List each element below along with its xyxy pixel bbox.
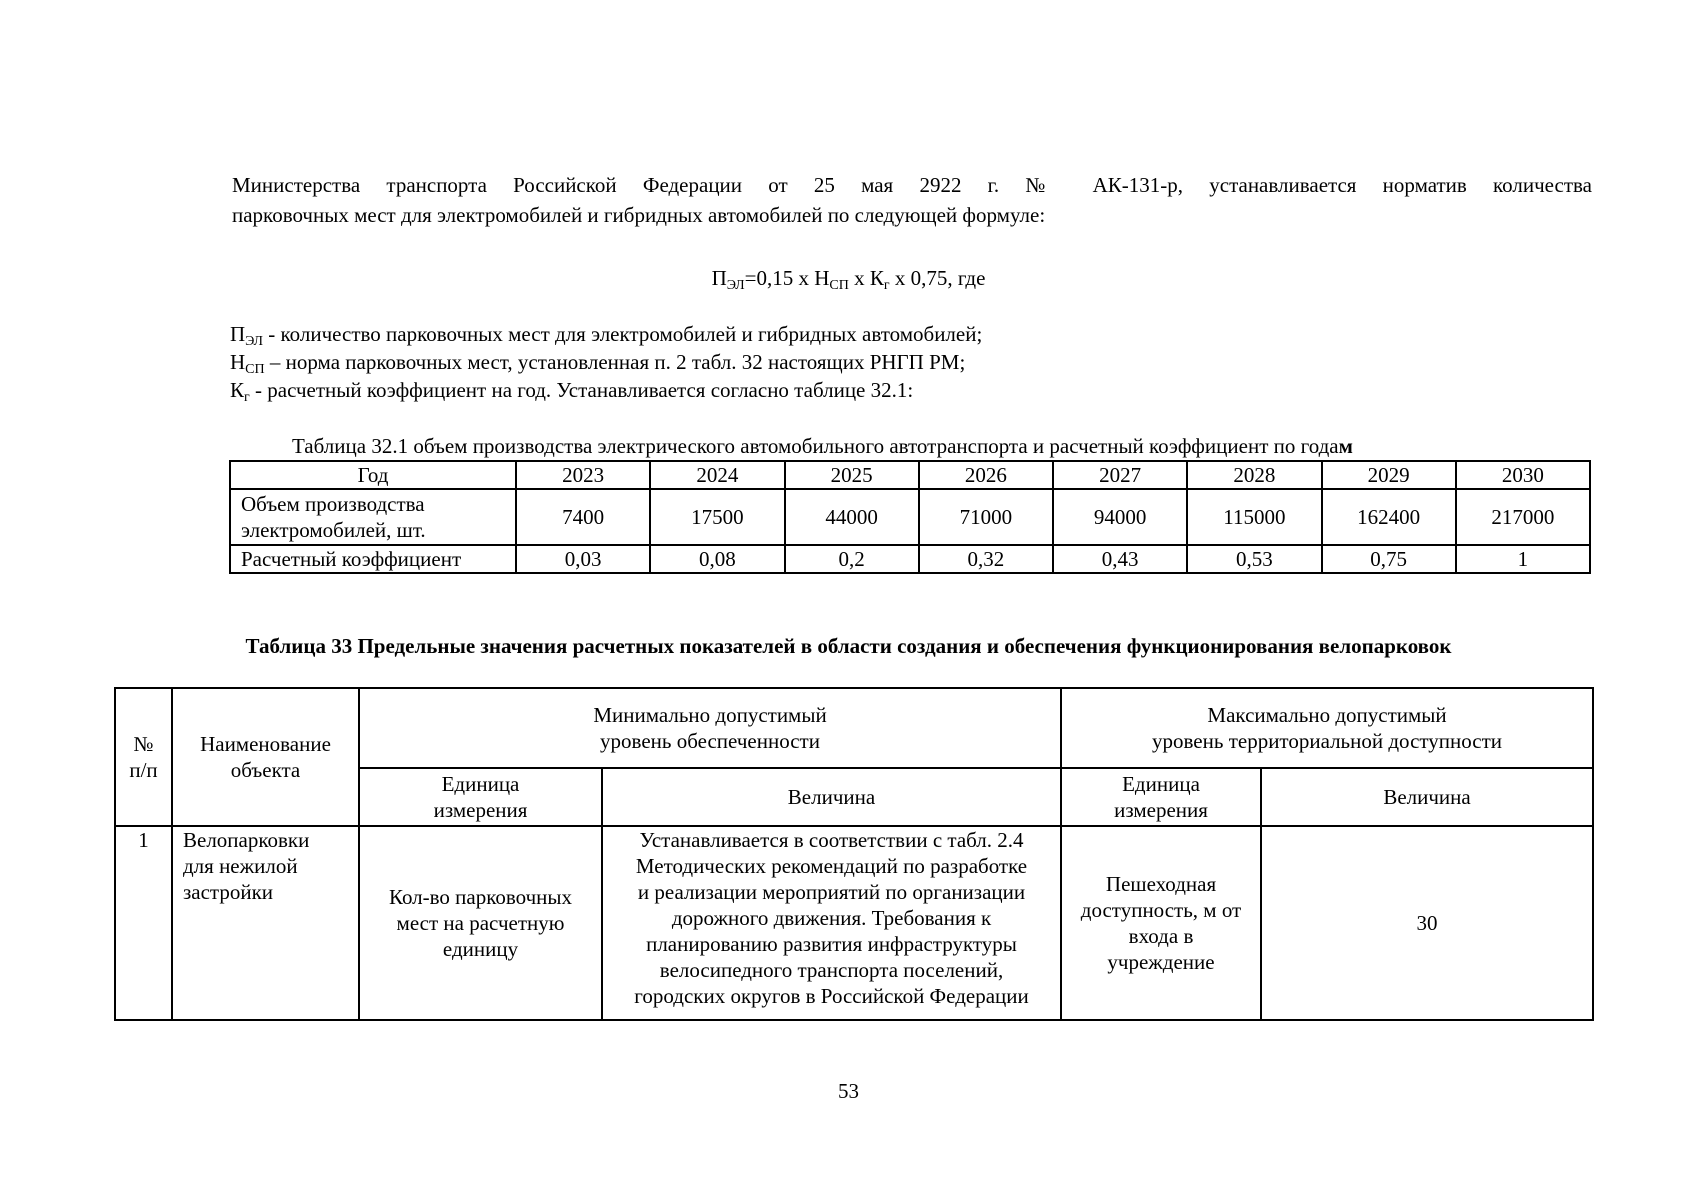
coef-cell: 1 (1456, 545, 1590, 573)
volume-cell: 71000 (919, 489, 1053, 545)
cell-line: для нежилой (183, 854, 298, 878)
page-number: 53 (838, 1079, 859, 1103)
cell-line: мест на расчетную (396, 911, 565, 935)
def-symbol: П (230, 322, 246, 346)
cell-line: Пешеходная (1105, 872, 1217, 896)
volume-cell: 217000 (1456, 489, 1590, 545)
row-min-value (602, 826, 1061, 1020)
col-name-header (172, 688, 359, 826)
table-row (230, 489, 1590, 545)
volume-label-line: Объем производства (241, 492, 425, 516)
definition-k (230, 376, 1530, 404)
intro-line-1: Министерства транспорта Российской Федерации от 25 мая 2922 г. № АК-131-р, устанавливается норматив количества (232, 173, 1592, 197)
coef-cell: 0,08 (650, 545, 784, 573)
formula-k-sub: г (883, 278, 890, 293)
volume-cell: 44000 (785, 489, 919, 545)
coef-cell: 0,75 (1322, 545, 1456, 573)
table-row (115, 826, 1593, 1020)
table-row (230, 461, 1590, 489)
volume-cell: 17500 (650, 489, 784, 545)
definitions (230, 320, 1530, 404)
year-header: Год (230, 461, 516, 489)
cell-line: входа в (1128, 924, 1194, 948)
intro-paragraph (232, 170, 1592, 230)
cell-line: Велопарковки (183, 828, 310, 852)
volume-cell: 7400 (516, 489, 650, 545)
max-level-header (1061, 688, 1593, 768)
table-row (230, 545, 1590, 573)
year-cell: 2024 (650, 461, 784, 489)
header-line: уровень обеспеченности (600, 729, 820, 753)
cell-line: застройки (183, 880, 274, 904)
coef-cell: 0,2 (785, 545, 919, 573)
header-line: п/п (129, 758, 158, 782)
col-num-header (115, 688, 172, 826)
table-32-1 (229, 460, 1591, 574)
row-max-value: 30 (1261, 826, 1593, 1020)
row-num: 1 (115, 826, 172, 1020)
def-sub: ЭЛ (245, 334, 264, 349)
volume-cell: 94000 (1053, 489, 1187, 545)
coef-label: Расчетный коэффициент (230, 545, 516, 573)
table-33-caption: Таблица 33 Предельные значения расчетных показателей в области создания и обеспечения функционирования велопарковок (245, 634, 1452, 658)
cell-line: и реализации мероприятий по организации (637, 880, 1026, 904)
year-cell: 2025 (785, 461, 919, 489)
definition-n (230, 348, 1530, 376)
cell-line: Кол-во парковочных (388, 885, 572, 909)
year-cell: 2027 (1053, 461, 1187, 489)
formula-p: П (711, 266, 727, 290)
max-unit-header (1061, 768, 1261, 826)
header-line: уровень территориальной доступности (1152, 729, 1503, 753)
formula-n-sub: СП (829, 278, 849, 293)
max-value-header: Величина (1261, 768, 1593, 826)
def-sub: СП (245, 362, 265, 377)
coef-cell: 0,03 (516, 545, 650, 573)
header-line: № (133, 732, 154, 756)
header-line: Наименование (200, 732, 331, 756)
cell-line: Устанавливается в соответствии с табл. 2.4 (639, 828, 1024, 852)
cell-line: Методических рекомендаций по разработке (635, 854, 1028, 878)
def-symbol: Н (230, 350, 246, 374)
header-line: измерения (433, 798, 528, 822)
def-text: - расчетный коэффициент на год. Устанавливается согласно таблице 32.1: (249, 378, 914, 402)
min-level-header (359, 688, 1061, 768)
intro-line-2: парковочных мест для электромобилей и гибридных автомобилей по следующей формуле: (232, 203, 1046, 227)
cell-line: доступность, м от (1080, 898, 1242, 922)
def-text: – норма парковочных мест, установленная п. 2 табл. 32 настоящих РНГП РМ; (264, 350, 966, 374)
volume-cell: 115000 (1187, 489, 1321, 545)
def-symbol: К (230, 378, 245, 402)
cell-line: планированию развития инфраструктуры (646, 932, 1017, 956)
volume-label-line: электромобилей, шт. (241, 518, 426, 542)
formula-mid-1: =0,15 х Н (744, 266, 830, 290)
cell-line: единицу (442, 937, 519, 961)
def-text: - количество парковочных мест для электромобилей и гибридных автомобилей; (263, 322, 983, 346)
header-line: Минимально допустимый (593, 703, 827, 727)
coef-cell: 0,43 (1053, 545, 1187, 573)
cell-line: велосипедного транспорта поселений, (659, 958, 1004, 982)
formula (0, 263, 1697, 293)
year-cell: 2030 (1456, 461, 1590, 489)
min-unit-header (359, 768, 602, 826)
caption-bold-letter: м (1338, 434, 1353, 458)
formula-p-sub: ЭЛ (726, 278, 745, 293)
header-line: Единица (1122, 772, 1200, 796)
def-sub: г (244, 390, 250, 405)
table-33 (114, 687, 1594, 1021)
cell-line: городских округов в Российской Федерации (634, 984, 1029, 1008)
cell-line: учреждение (1107, 950, 1215, 974)
year-cell: 2026 (919, 461, 1053, 489)
table-header-row (115, 688, 1593, 768)
header-line: объекта (230, 758, 301, 782)
header-line: Максимально допустимый (1207, 703, 1447, 727)
row-max-unit (1061, 826, 1261, 1020)
coef-cell: 0,32 (919, 545, 1053, 573)
year-cell: 2023 (516, 461, 650, 489)
header-line: Единица (441, 772, 520, 796)
definition-p (230, 320, 1530, 348)
volume-label (230, 489, 516, 545)
header-line: измерения (1114, 798, 1208, 822)
table-32-1-caption (292, 433, 1353, 459)
year-cell: 2028 (1187, 461, 1321, 489)
row-name (172, 826, 359, 1020)
caption-text: Таблица 32.1 объем производства электрического автомобильного автотранспорта и расчетный коэффициент по года (292, 434, 1339, 458)
cell-line: дорожного движения. Требования к (671, 906, 992, 930)
row-min-unit (359, 826, 602, 1020)
coef-cell: 0,53 (1187, 545, 1321, 573)
year-cell: 2029 (1322, 461, 1456, 489)
volume-cell: 162400 (1322, 489, 1456, 545)
formula-tail: х 0,75, где (889, 266, 986, 290)
formula-mid-2: х К (848, 266, 884, 290)
min-value-header: Величина (602, 768, 1061, 826)
